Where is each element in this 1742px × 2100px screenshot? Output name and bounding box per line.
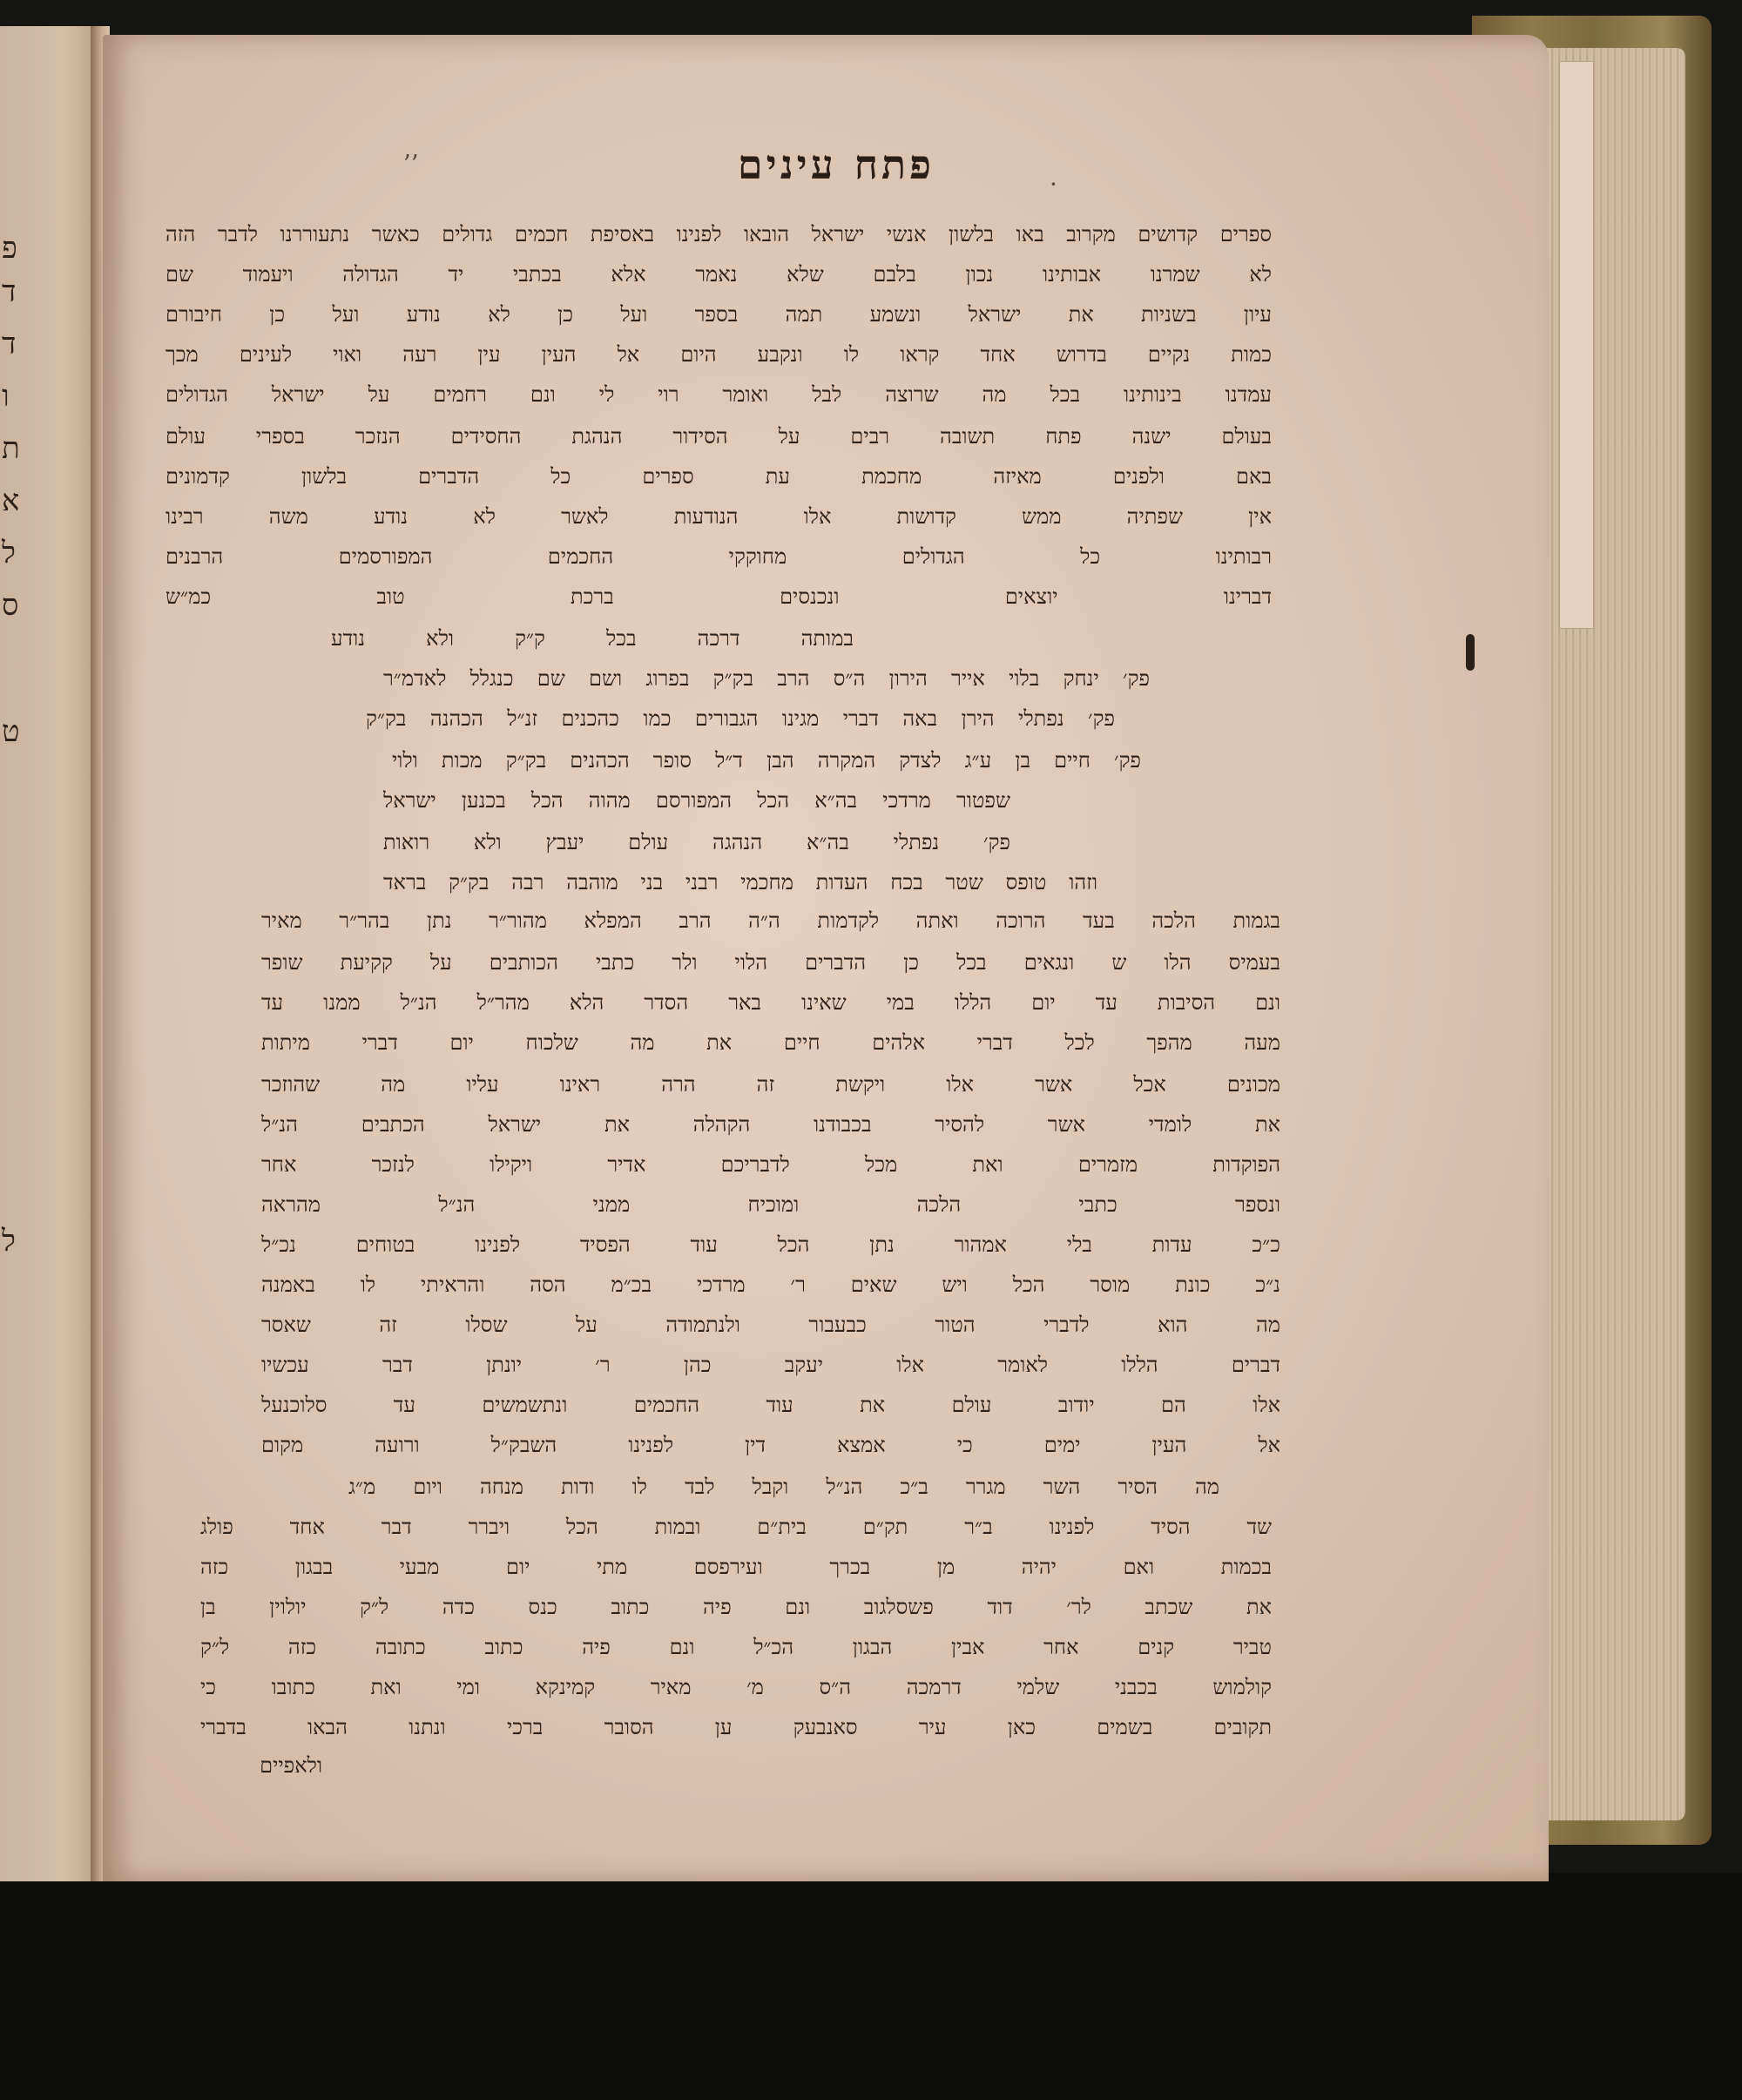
text-line: הפוקדות מזמרים ואת מכל לדבריכם אדיר ויקילו לנזכר אחר [261,1152,1280,1177]
text-line: את שכתב לר׳ דוד פשסלגוב ונם פיה כתוב כנס כדה ל״ק יולוין בן [200,1595,1272,1619]
text-line: שפטור מרדכי בה״א הכל המפורסם מהוה הכל בכנען ישראל [383,788,1010,813]
left-page-fragment: ס [2,588,19,623]
text-line: דברינו יוצאים ונכנסים ברכת טוב כמ״ש [165,584,1272,609]
text-line: ונספר כתבי הלכה ומוכיח ממני הנ״ל מהראה [261,1192,1280,1217]
text-line: בגמות הלכה בעד הרוכה ואתה לקדמות ה״ה הרב המפלא מהור״ר נתן בהר״ר מאיר [261,908,1280,933]
text-line: מעה מהפך לכל דברי אלהים חיים את מה שלכוח יום דברי מיתות [261,1030,1280,1055]
ink-blot [1466,634,1475,671]
text-line: עיון בשניות את ישראל ונשמע תמה בספר ועל כן לא נודע ועל כן חיבורם [165,302,1272,327]
ornament: ʼʼ [402,150,418,179]
page-title: פתח עינים [737,141,935,188]
text-line: כמות נקיים בדרוש אחד קראו לו ונקבע היום אל העין עין רעה ואוי לעינים מכך [165,342,1272,367]
left-page-fragment: ל [2,536,16,571]
text-line: פק׳ נפתלי בה״א הנהגה עולם יעבץ ולא רואות [383,830,1010,854]
text-line: ולאפיים [260,1753,322,1778]
text-line: כ״כ עדות בלי אמהור נתן הכל עוד הפסיד לפנינו בטוחים נכ״ל [261,1232,1280,1257]
text-line: אל העין ימים כי אמצא דין לפנינו השבק״ל ורועה מקום [261,1433,1280,1457]
text-line: נ״כ כונת מוסר הכל ויש שאים ר׳ מרדכי בכ״מ הסה והראיתי לו באמנה [261,1273,1280,1297]
text-line: אין שפתיה ממש קדושות אלו הנודעות לאשר לא נודע משה רבינו [165,504,1272,529]
text-line: תקובים בשמים כאן עיר סאנבעק ען הסובר ברכי ונתנו הבאו בדברי [200,1715,1272,1739]
text-line: במותה דרכה בכל ק״ק ולא נודע [331,626,854,651]
text-line: מכונים אכל אשר אלו ויקשת זה הרה ראינו עליו מה שהוזכר [261,1072,1280,1097]
text-line: פק׳ נפתלי הירן באה דברי מגינו הגבורים כמו כהכנים זנ״ל הכהנה בק״ק [366,706,1115,731]
text-line: קולמוש בכבני שלמי דרמכה ה״ס מ׳ מאיר קמינקא ומי ואת כתובו כי [200,1675,1272,1699]
left-page-fragment: פ [2,231,17,266]
text-line: מה הסיר השר מגרר ב״כ הנ״ל וקבל לבד לו ודות מנחה ויום מ״ג [348,1475,1219,1499]
text-line: שד הסיד לפנינו ב״ר תק״ם בית״ם ובמות הכל ויברר דבר אחד פולג [200,1515,1272,1539]
ornament: · [1050,170,1057,199]
left-page-fragment: ט [2,714,20,749]
page-tab [1559,61,1594,629]
text-line: לא שמרנו אבותינו נכון בלבם שלא נאמר אלא בכתבי יד הגדולה ויעמוד שם [165,262,1272,287]
text-line: בכמות ואם יהיה מן בכרך ועירפסם מתי יום מבעי בבגון כזה [200,1555,1272,1579]
text-line: פק׳ חיים בן ע״ג לצדק המקרה הבן ד״ל סופר הכהנים בק״ק מכות ולוי [392,748,1141,773]
text-line: אלו הם יודוב עולם את עוד החכמים ונתשמשים עד סלוכנעל [261,1393,1280,1417]
left-page-fragment: ו [2,379,10,414]
text-line: רבותינו כל הגדולים מחוקקי החכמים המפורסמים הרבנים [165,544,1272,569]
text-line: טביר קנים אחר אבין הבגון הכ״ל ונם פיה כתוב כתובה כזה ל״ק [200,1635,1272,1659]
text-line: מה הוא לדברי הטור כבעבור ולנתמודה על שסלו זה שאסר [261,1313,1280,1337]
text-line: עמדנו בינותינו בכל מה שרוצה לבל ואומר רוי לי ונם רחמים על ישראל הגדולים [165,382,1272,407]
left-page-fragment: ד [2,274,17,309]
text-line: ספרים קדושים מקרוב באו בלשון אנשי ישראל הובאו לפנינו באסיפת חכמים גדולים כאשר נתעוררנו לדבר הזה [165,222,1272,246]
left-page-fragment: ד [2,327,17,361]
text-line: דברים הללו לאומר אלו יעקב כהן ר׳ יונתן דבר עכשיו [261,1353,1280,1377]
text-line: את לומדי אשר להסיר בכבודנו הקהלה את ישראל הכתבים הנ״ל [261,1112,1280,1137]
text-line: וזהו טופס שטר בכח העדות מחכמי רבני בני מוהבה רבה בק״ק בראד [383,870,1097,895]
left-page-fragment: ת [2,431,20,466]
left-page-fragment: א [2,483,20,518]
text-line: באם ולפנים מאיזה מחכמת עת ספרים כל הדברים בלשון קדמונים [165,464,1272,489]
dark-background [0,1873,1742,2100]
text-line: פק׳ ינחק בלוי אייר הירון ה״ס הרב בק״ק בפרוג ושם שם כנגלל לאדמ״ר [383,666,1150,691]
text-line: בעמיס הלו ש ונגאים בכל כן הדברים הלוי ולר כתבי הכותבים על קקיעת שופר [261,950,1280,975]
text-line: ונם הסיבות עד יום הללו במי שאינו באר הסדר הלא מהר״ל הנ״ל ממנו עד [261,990,1280,1015]
text-line: בעולם ישנה פתח תשובה רבים על הסידור הנהגת החסידים הנזכר בספרי עולם [165,424,1272,449]
left-page-fragment: ל [2,1224,16,1259]
